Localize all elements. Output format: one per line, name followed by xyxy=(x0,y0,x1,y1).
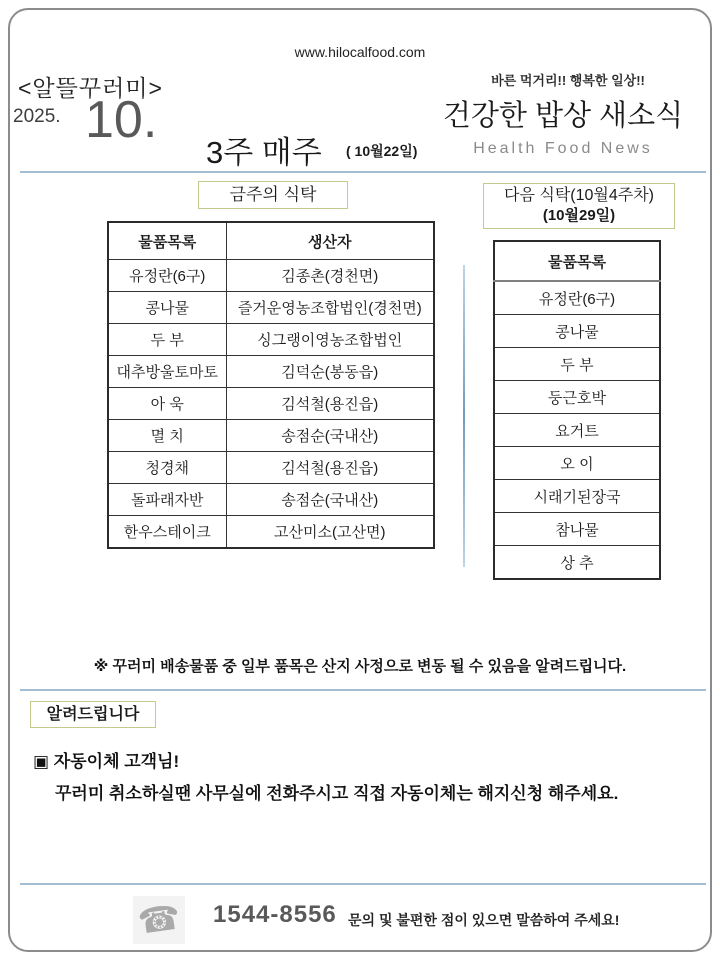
issue-week-date: ( 10월22일) xyxy=(346,143,418,159)
footer-divider xyxy=(20,883,706,885)
table-cell: 싱그랭이영농조합법인 xyxy=(226,324,434,356)
table-row xyxy=(108,260,434,292)
table-cell: 김석철(용진읍) xyxy=(226,388,434,420)
next-week-title-box xyxy=(483,183,675,229)
table-row xyxy=(494,414,660,447)
table-cell: 김덕순(봉동읍) xyxy=(226,356,434,388)
table-cell: 참나물 xyxy=(494,513,660,546)
table-cell: 한우스테이크 xyxy=(108,516,226,549)
table-cell: 아 욱 xyxy=(108,388,226,420)
table-row xyxy=(494,281,660,315)
table-cell: 송점순(국내산) xyxy=(226,484,434,516)
announcement-item-body: 꾸러미 취소하실땐 사무실에 전화주시고 직접 자동이체는 해지신청 해주세요. xyxy=(55,784,619,803)
mid-divider xyxy=(20,689,706,691)
table-cell: 유정란(6구) xyxy=(494,281,660,315)
table-cell: 멸 치 xyxy=(108,420,226,452)
table-row xyxy=(108,292,434,324)
table-cell: 요거트 xyxy=(494,414,660,447)
brand-name: <알뜰꾸러미> xyxy=(18,75,163,101)
table-cell: 송점순(국내산) xyxy=(226,420,434,452)
table-cell: 고산미소(고산면) xyxy=(226,516,434,549)
column-header-items: 물품목록 xyxy=(494,241,660,281)
next-week-table-wrap xyxy=(493,240,661,580)
table-row xyxy=(108,356,434,388)
contact-phone-number[interactable]: 1544-8556 xyxy=(213,901,337,928)
column-header-items: 물품목록 xyxy=(108,222,226,260)
table-cell: 청경채 xyxy=(108,452,226,484)
newsletter-subtitle: Health Food News xyxy=(473,140,653,157)
header-divider xyxy=(20,171,706,173)
table-cell: 즐거운영농조합법인(경천면) xyxy=(226,292,434,324)
announcements-title-box: 알려드립니다 xyxy=(30,701,156,728)
table-row xyxy=(108,516,434,549)
next-week-table xyxy=(493,240,661,580)
table-row xyxy=(108,452,434,484)
phone-glyph: ☎ xyxy=(135,897,183,943)
next-week-title-line1: 다음 식탁(10월4주차) xyxy=(504,187,654,204)
table-row xyxy=(494,447,660,480)
website-url[interactable]: www.hilocalfood.com xyxy=(294,44,426,60)
tables-vertical-divider xyxy=(463,265,465,567)
this-week-title-box: 금주의 식탁 xyxy=(198,181,348,209)
table-cell: 유정란(6구) xyxy=(108,260,226,292)
table-cell: 두 부 xyxy=(494,348,660,381)
table-row xyxy=(494,513,660,546)
this-week-table xyxy=(107,221,435,549)
table-cell: 두 부 xyxy=(108,324,226,356)
table-cell: 콩나물 xyxy=(108,292,226,324)
announcement-item-title xyxy=(33,747,179,772)
table-row xyxy=(108,324,434,356)
table-cell: 둥근호박 xyxy=(494,381,660,414)
table-row xyxy=(494,381,660,414)
table-row xyxy=(494,480,660,513)
table-cell: 돌파래자반 xyxy=(108,484,226,516)
table-row xyxy=(108,388,434,420)
table-cell: 오 이 xyxy=(494,447,660,480)
table-cell: 시래기된장국 xyxy=(494,480,660,513)
table-row xyxy=(494,546,660,580)
issue-week: 3주 매주 xyxy=(206,135,322,170)
issue-year: 2025. xyxy=(13,106,61,127)
table-header-row xyxy=(494,241,660,281)
issue-month: 10. xyxy=(85,91,158,149)
table-row xyxy=(494,348,660,381)
newsletter-title: 건강한 밥상 새소식 xyxy=(442,100,684,132)
table-cell: 김석철(용진읍) xyxy=(226,452,434,484)
footer-message: 문의 및 불편한 점이 있으면 말씀하여 주세요! xyxy=(348,912,620,928)
table-row xyxy=(494,315,660,348)
table-cell: 콩나물 xyxy=(494,315,660,348)
next-week-title-line2: (10월29일) xyxy=(542,207,616,224)
table-row xyxy=(108,484,434,516)
variation-notice: ※ 꾸러미 배송물품 중 일부 품목은 산지 사정으로 변동 될 수 있음을 알려드립니다. xyxy=(93,658,627,675)
table-cell: 김종촌(경천면) xyxy=(226,260,434,292)
slogan: 바른 먹거리!! 행복한 일상!! xyxy=(491,73,645,88)
square-bullet-icon: ▣ xyxy=(33,752,50,771)
column-header-producer: 생산자 xyxy=(226,222,434,260)
announcement-item-title-text: 자동이체 고객님! xyxy=(53,752,180,771)
table-header-row xyxy=(108,222,434,260)
table-row xyxy=(108,420,434,452)
fax-phone-icon xyxy=(133,896,185,944)
table-cell: 대추방울토마토 xyxy=(108,356,226,388)
this-week-table-wrap xyxy=(107,221,435,549)
table-cell: 상 추 xyxy=(494,546,660,580)
